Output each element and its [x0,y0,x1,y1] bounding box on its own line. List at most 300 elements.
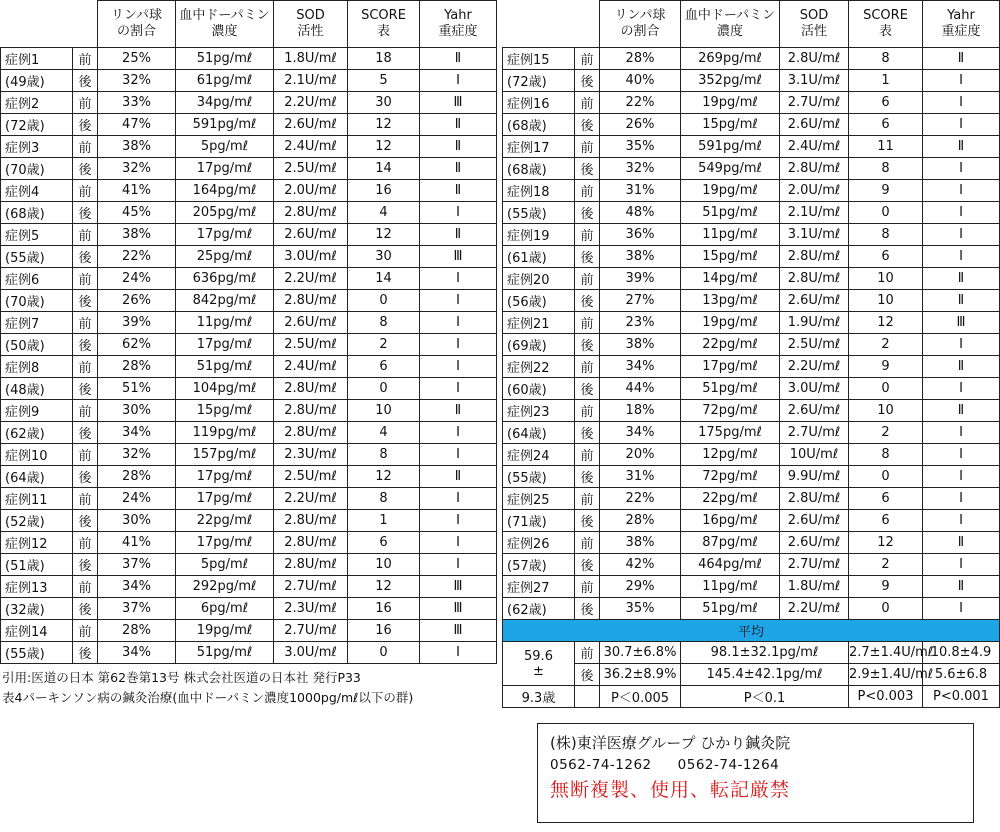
case-age: (52歳) [1,510,73,532]
yahr-cell: Ⅰ [923,598,1000,620]
sod-cell: 1.9U/mℓ [780,312,849,334]
table-row [503,114,1000,136]
yahr-cell: Ⅰ [420,202,497,224]
score-cell: 6 [348,532,420,554]
dopamine-cell: 61pg/mℓ [176,70,274,92]
sod-cell: 2.3U/mℓ [274,598,348,620]
lymph-cell: 30% [98,400,176,422]
phase-label: 前 [575,576,600,598]
phase-label: 前 [575,48,600,70]
sod-cell: 2.7U/mℓ [780,422,849,444]
case-name: 症例20 [503,268,575,290]
lymph-cell: 62% [98,334,176,356]
dopamine-cell: 11pg/mℓ [681,576,780,598]
table-caption: 表4パーキンソン病の鍼灸治療(血中ドーパミン濃度1000pg/mℓ以下の群) [2,690,414,705]
table-row [1,70,497,92]
score-cell: 2 [348,334,420,356]
lymph-cell: 37% [98,554,176,576]
dopamine-cell: 51pg/mℓ [681,202,780,224]
table-row [1,554,497,576]
phase-label: 後 [575,422,600,444]
case-name: 症例14 [1,620,73,642]
left-header-row [1,1,497,48]
table-row [503,576,1000,598]
dopamine-cell: 22pg/mℓ [681,334,780,356]
dopamine-cell: 16pg/mℓ [681,510,780,532]
phase-label: 後 [575,598,600,620]
table-row [1,180,497,202]
yahr-cell: Ⅱ [420,158,497,180]
sod-cell: 2.8U/mℓ [274,422,348,444]
score-cell: 16 [348,180,420,202]
dopamine-cell: 157pg/mℓ [176,444,274,466]
dopamine-cell: 352pg/mℓ [681,70,780,92]
yahr-cell: Ⅰ [420,290,497,312]
score-cell: 10 [348,554,420,576]
dopamine-cell: 549pg/mℓ [681,158,780,180]
phase-label: 前 [575,444,600,466]
dopamine-cell: 13pg/mℓ [681,290,780,312]
dopamine-cell: 17pg/mℓ [176,334,274,356]
sod-cell: 2.5U/mℓ [274,466,348,488]
yahr-cell: Ⅰ [420,334,497,356]
dopamine-cell: 636pg/mℓ [176,268,274,290]
score-cell: 11 [849,136,923,158]
dopamine-cell: 292pg/mℓ [176,576,274,598]
lymph-cell: 41% [98,532,176,554]
table-row [503,444,1000,466]
case-age: (60歳) [503,378,575,400]
yahr-cell: Ⅲ [420,576,497,598]
lymph-cell: 38% [600,246,681,268]
score-cell: 4 [348,202,420,224]
case-name: 症例6 [1,268,73,290]
score-cell: 2 [849,422,923,444]
lymph-cell: 18% [600,400,681,422]
sod-cell: 2.0U/mℓ [274,180,348,202]
case-age: (70歳) [1,290,73,312]
yahr-cell: Ⅲ [420,598,497,620]
score-cell: 9 [849,576,923,598]
lymph-cell: 28% [98,356,176,378]
lymph-cell: 32% [98,444,176,466]
yahr-cell: Ⅰ [923,510,1000,532]
lymph-cell: 31% [600,180,681,202]
phase-label: 前 [73,444,98,466]
table-row [1,290,497,312]
table-row [503,180,1000,202]
table-row [503,70,1000,92]
table-row [503,488,1000,510]
dopamine-cell: 34pg/mℓ [176,92,274,114]
yahr-cell: Ⅱ [923,290,1000,312]
sod-cell: 2.6U/mℓ [780,400,849,422]
lymph-cell: 42% [600,554,681,576]
yahr-cell: Ⅰ [923,466,1000,488]
case-age: (70歳) [1,158,73,180]
table-row [503,224,1000,246]
average-age [503,642,575,686]
lymph-cell: 24% [98,268,176,290]
phone-numbers [550,757,961,773]
table-row [503,268,1000,290]
yahr-cell: Ⅰ [923,422,1000,444]
header-yahr: Yahr 重症度 [923,1,1000,48]
score-cell: 30 [348,246,420,268]
yahr-cell: Ⅱ [420,180,497,202]
sod-cell: 10U/mℓ [780,444,849,466]
sod-cell: 2.8U/mℓ [780,246,849,268]
dopamine-cell: 17pg/mℓ [681,356,780,378]
sod-cell: 2.7U/mℓ [780,92,849,114]
table-row [503,48,1000,70]
phase-label: 後 [73,598,98,620]
clinic-name: (株)東洋医療グループ ひかり鍼灸院 [550,734,791,752]
blank-cell [575,686,600,708]
sod-cell: 2.8U/mℓ [274,554,348,576]
sod-cell: 2.4U/mℓ [274,356,348,378]
table-row [503,532,1000,554]
dopamine-cell: 15pg/mℓ [681,114,780,136]
score-cell: 18 [348,48,420,70]
score-cell: 8 [348,444,420,466]
case-age: (72歳) [503,70,575,92]
yahr-cell: Ⅰ [923,114,1000,136]
lymph-cell: 32% [98,158,176,180]
sod-cell: 2.8U/mℓ [780,158,849,180]
yahr-cell: Ⅰ [923,92,1000,114]
case-name: 症例23 [503,400,575,422]
case-name: 症例16 [503,92,575,114]
lymph-cell: 48% [600,202,681,224]
dopamine-cell: 19pg/mℓ [681,92,780,114]
case-name: 症例4 [1,180,73,202]
header-dopamine: 血中ドーパミン 濃度 [681,1,780,48]
yahr-cell: Ⅱ [923,48,1000,70]
lymph-cell: 29% [600,576,681,598]
score-cell: 0 [849,466,923,488]
header-lymph: リンパ球 の割合 [600,1,681,48]
score-cell: 6 [348,356,420,378]
sod-cell: 2.8U/mℓ [274,532,348,554]
dopamine-cell: 19pg/mℓ [176,620,274,642]
score-cell: 8 [849,48,923,70]
right-case-table [502,0,1000,708]
score-cell: 0 [849,598,923,620]
dopamine-cell: 51pg/mℓ [176,356,274,378]
case-age: (68歳) [503,114,575,136]
lymph-cell: 23% [600,312,681,334]
average-age-bottom: 9.3歳 [503,686,575,708]
phase-label: 前 [73,356,98,378]
table-row [503,246,1000,268]
header-score: SCORE 表 [849,1,923,48]
lymph-cell: 34% [98,576,176,598]
phase-label: 後 [73,466,98,488]
dopamine-cell: 22pg/mℓ [681,488,780,510]
case-age: (32歳) [1,598,73,620]
table-row [1,158,497,180]
dopamine-cell: 119pg/mℓ [176,422,274,444]
lymph-cell: 34% [98,422,176,444]
table-row [503,290,1000,312]
score-cell: 12 [849,532,923,554]
dopamine-cell: 14pg/mℓ [681,268,780,290]
score-cell: 0 [348,378,420,400]
score-cell: 12 [348,466,420,488]
score-cell: 8 [348,488,420,510]
yahr-cell: Ⅱ [420,48,497,70]
table-row [503,92,1000,114]
lymph-cell: 34% [98,642,176,664]
table-row [1,576,497,598]
lymph-cell: 22% [98,246,176,268]
score-cell: 10 [849,290,923,312]
table-row [1,642,497,664]
phase-label: 前 [73,180,98,202]
score-cell: 6 [849,92,923,114]
score-cell: 5 [348,70,420,92]
phase-label: 後 [575,158,600,180]
dopamine-cell: 51pg/mℓ [176,642,274,664]
lymph-cell: 38% [98,224,176,246]
lymph-cell: 35% [600,598,681,620]
table-row [503,202,1000,224]
sod-cell: 9.9U/mℓ [780,466,849,488]
table-row [503,312,1000,334]
yahr-cell: Ⅲ [420,246,497,268]
dopamine-cell: 12pg/mℓ [681,444,780,466]
lymph-cell: 34% [600,422,681,444]
yahr-cell: Ⅰ [923,202,1000,224]
table-row [1,466,497,488]
average-post-lymph: 36.2±8.9% [600,664,681,686]
phase-label: 前 [73,532,98,554]
phase-label: 後 [73,642,98,664]
yahr-cell: Ⅰ [420,444,497,466]
case-name: 症例7 [1,312,73,334]
case-name: 症例15 [503,48,575,70]
case-name: 症例25 [503,488,575,510]
lymph-cell: 38% [600,334,681,356]
average-title: 平均 [503,620,1000,642]
dopamine-cell: 11pg/mℓ [176,312,274,334]
case-name: 症例18 [503,180,575,202]
sod-cell: 3.0U/mℓ [780,378,849,400]
lymph-cell: 36% [600,224,681,246]
table-row [1,136,497,158]
score-cell: 9 [849,180,923,202]
score-cell: 9 [849,356,923,378]
sod-cell: 2.5U/mℓ [274,334,348,356]
sod-cell: 2.2U/mℓ [274,92,348,114]
case-age: (68歳) [1,202,73,224]
lymph-cell: 33% [98,92,176,114]
phase-label: 前 [73,400,98,422]
table-row [503,136,1000,158]
yahr-cell: Ⅰ [923,70,1000,92]
dopamine-cell: 51pg/mℓ [681,378,780,400]
sod-cell: 2.3U/mℓ [274,444,348,466]
case-name: 症例1 [1,48,73,70]
table-row [1,224,497,246]
table-row [1,92,497,114]
lymph-cell: 24% [98,488,176,510]
lymph-cell: 28% [600,48,681,70]
lymph-cell: 31% [600,466,681,488]
dopamine-cell: 19pg/mℓ [681,180,780,202]
score-cell: 1 [348,510,420,532]
average-post-row [503,664,1000,686]
lymph-cell: 26% [98,290,176,312]
dopamine-cell: 87pg/mℓ [681,532,780,554]
score-cell: 8 [348,312,420,334]
table-row [503,466,1000,488]
sod-cell: 2.0U/mℓ [780,180,849,202]
yahr-cell: Ⅰ [923,334,1000,356]
lymph-cell: 32% [600,158,681,180]
sod-cell: 2.7U/mℓ [274,576,348,598]
case-age: (56歳) [503,290,575,312]
phase-label: 後 [575,70,600,92]
table-row [503,400,1000,422]
dopamine-cell: 72pg/mℓ [681,466,780,488]
score-cell: 10 [849,400,923,422]
table-row [1,246,497,268]
phase-label: 後 [73,422,98,444]
average-header-row [503,620,1000,642]
table-row [1,488,497,510]
dopamine-cell: 17pg/mℓ [176,224,274,246]
table-row [1,620,497,642]
copyright-warning: 無断複製、使用、転記厳禁 [550,779,791,801]
yahr-cell: Ⅱ [420,224,497,246]
phase-label: 前 [575,312,600,334]
lymph-cell: 20% [600,444,681,466]
sod-cell: 2.8U/mℓ [274,202,348,224]
table-row [1,400,497,422]
phase-label: 前 [73,92,98,114]
table-row [503,510,1000,532]
score-cell: 4 [348,422,420,444]
sod-cell: 2.8U/mℓ [274,378,348,400]
yahr-cell: Ⅱ [420,136,497,158]
phase-label: 前 [575,136,600,158]
yahr-cell: Ⅰ [420,488,497,510]
table-row [1,312,497,334]
dopamine-cell: 17pg/mℓ [176,532,274,554]
dopamine-cell: 591pg/mℓ [681,136,780,158]
lymph-cell: 39% [600,268,681,290]
lymph-cell: 28% [98,620,176,642]
dopamine-cell: 72pg/mℓ [681,400,780,422]
table-row [1,114,497,136]
dopamine-cell: 269pg/mℓ [681,48,780,70]
sod-cell: 2.5U/mℓ [780,334,849,356]
yahr-cell: Ⅱ [923,400,1000,422]
case-name: 症例3 [1,136,73,158]
table-row [1,510,497,532]
phase-label: 前 [575,92,600,114]
lymph-cell: 30% [98,510,176,532]
sod-cell: 2.6U/mℓ [780,532,849,554]
score-cell: 1 [849,70,923,92]
score-cell: 30 [348,92,420,114]
dopamine-cell: 5pg/mℓ [176,136,274,158]
case-age: (68歳) [503,158,575,180]
sod-cell: 2.8U/mℓ [780,48,849,70]
lymph-cell: 25% [98,48,176,70]
sod-cell: 2.7U/mℓ [274,620,348,642]
score-cell: 6 [849,510,923,532]
score-cell: 12 [348,576,420,598]
score-cell: 6 [849,488,923,510]
table-row [1,48,497,70]
dopamine-cell: 51pg/mℓ [176,48,274,70]
lymph-cell: 37% [98,598,176,620]
dopamine-cell: 25pg/mℓ [176,246,274,268]
sod-cell: 2.8U/mℓ [274,510,348,532]
yahr-cell: Ⅰ [420,532,497,554]
average-age-mid: ± [533,663,544,679]
clinic-stamp-box [537,723,974,823]
case-age: (48歳) [1,378,73,400]
phase-label: 前 [73,48,98,70]
yahr-cell: Ⅰ [420,312,497,334]
lymph-cell: 32% [98,70,176,92]
score-cell: 10 [849,268,923,290]
dopamine-cell: 842pg/mℓ [176,290,274,312]
case-age: (62歳) [503,598,575,620]
yahr-cell: Ⅰ [420,422,497,444]
header-lymph: リンパ球 の割合 [98,1,176,48]
lymph-cell: 27% [600,290,681,312]
yahr-cell: Ⅰ [420,554,497,576]
case-age: (64歳) [1,466,73,488]
phone-1: 0562-74-1262 [550,757,652,773]
score-cell: 8 [849,158,923,180]
dopamine-cell: 6pg/mℓ [176,598,274,620]
phase-label: 前 [73,268,98,290]
header-score: SCORE 表 [348,1,420,48]
case-name: 症例22 [503,356,575,378]
yahr-cell: Ⅰ [923,224,1000,246]
phase-label: 後 [575,246,600,268]
score-cell: 12 [348,136,420,158]
sod-cell: 2.8U/mℓ [780,268,849,290]
lymph-cell: 39% [98,312,176,334]
phase-label: 後 [73,158,98,180]
header-blank [503,1,600,48]
header-blank [1,1,98,48]
phase-label: 前 [575,488,600,510]
score-cell: 16 [348,598,420,620]
sod-cell: 2.5U/mℓ [274,158,348,180]
case-age: (64歳) [503,422,575,444]
case-name: 症例17 [503,136,575,158]
table-row [503,378,1000,400]
case-name: 症例13 [1,576,73,598]
dopamine-cell: 5pg/mℓ [176,554,274,576]
case-name: 症例10 [1,444,73,466]
score-cell: 0 [849,202,923,224]
phase-label: 前 [73,488,98,510]
score-cell: 12 [849,312,923,334]
average-post-sod: 2.9±1.4U/mℓ [849,664,923,686]
table-row [1,378,497,400]
yahr-cell: Ⅱ [923,136,1000,158]
phase-label: 前 [575,532,600,554]
